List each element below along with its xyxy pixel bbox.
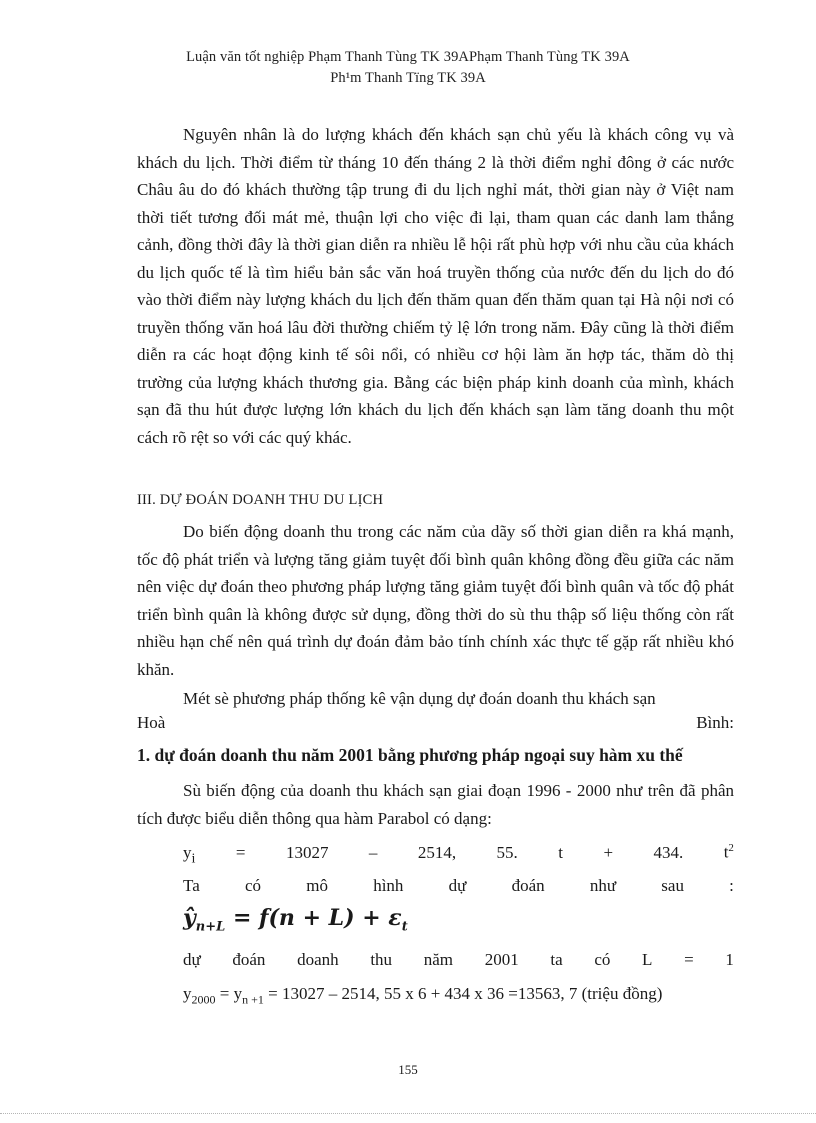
page-header-line-1: Luận văn tốt nghiệp Phạm Thanh Tùng TK 39APhạm Thanh Tùng TK 39A (186, 49, 630, 65)
paragraph-methods (137, 685, 734, 713)
paragraph-causes (137, 121, 734, 451)
hotel-name-line (137, 713, 734, 733)
section-heading: III. DỰ ĐOÁN DOANH THU DU LỊCH (137, 492, 384, 508)
subheading: 1. dự đoán doanh thu năm 2001 bằng phương pháp ngoại suy hàm xu thế (137, 745, 683, 765)
equation-token: $t^2$ (723, 842, 734, 862)
equation-token: – (368, 842, 378, 862)
model-intro-line: Ta có mô hình dự đoán như sau : (183, 876, 734, 895)
equation-token: t (558, 842, 563, 862)
hotel-name-word: Bình: (696, 713, 734, 732)
parabola-equation (183, 842, 734, 867)
paragraph-forecast-intro (137, 518, 734, 683)
equation-token: 13027 (285, 842, 329, 862)
paragraph-text: Nguyên nhân là do lượng khách đến khách sạn chủ yếu là khách công vụ và khách du lịch. Thời điểm từ tháng 10 đến tháng 2 là thời điểm nghỉ đông ở các nước Châu âu do đó khách thường tập trung đi du lịch nghỉ mát, thời gian này ở Việt nam thời tiết tương đối mát mẻ, thuận lợi cho việc đi lại, tham quan các danh lam thắng cảnh, đồng thời đây là thời gian diễn ra nhiều lễ hội rất phù hợp với nhu cầu của khách du lịch quốc tế là tìm hiểu bản sắc văn hoá truyền thống của nước đến du lịch do đó vào thời điểm này lượng khách du lịch đến thăm quan đến thăm quan tại Hà nội nơi có truyền thống văn hoá lâu đời thường chiếm tỷ lệ lớn trong năm. Đây cũng là thời điểm diễn ra các hoạt động kinh tế sôi nổi, có nhiều cơ hội làm ăn hợp tác, thăm dò thị trường của lượng khách thương gia. Bằng các biện pháp kinh doanh của mình, khách sạn đã thu hút được lượng lớn khách du lịch đến khách sạn làm tăng doanh thu một cách rõ rệt so với các quý khác. (137, 125, 734, 447)
equation-token: 55. (496, 842, 518, 862)
forecast-formula: $ŷ_{n+L} = f(n + L) + \varepsilon_t$ (183, 905, 408, 935)
page-number: 155 (398, 1062, 418, 1077)
equation-token: 2514, (417, 842, 457, 862)
paragraph-text: Mét sè phương pháp thống kê vận dụng dự đoán doanh thu khách sạn (183, 689, 656, 708)
equation-token: + (603, 842, 614, 862)
equation-lhs: $y_i$ (183, 842, 196, 867)
equation-token: 434. (653, 842, 684, 862)
forecast-result: $y_{2000} = y_{n +1} = 13027 - 2514$, 55 x 6 + 434 x 36 =13563, 7 (triệu đồng) (183, 984, 663, 1007)
page-header-line-2: Ph¹m Thanh Tïng TK 39A (330, 70, 486, 86)
paragraph-trend (137, 777, 734, 832)
equation-token: = (235, 842, 246, 862)
hotel-name-word: Hoà (137, 713, 166, 732)
paragraph-text: Do biến động doanh thu trong các năm của dãy số thời gian diễn ra khá mạnh, tốc độ phát triển và lượng tăng giảm tuyệt đối bình quân không đồng đều giữa các năm nên việc dự đoán theo phương pháp lượng tăng giảm tuyệt đối bình quân và tốc độ phát triển bình quân là không được sử dụng, đồng thời do sù thu thập số liệu thống còn rất nhiều hạn chế nên quá trình dự đoán đảm bảo tính chính xác thực tế gặp rất nhiều khó khăn. (137, 522, 734, 679)
forecast-year-line: dự đoán doanh thu năm 2001 ta có L = 1 (183, 950, 734, 969)
paragraph-text: Sù biến động của doanh thu khách sạn giai đoạn 1996 - 2000 như trên đã phân tích được biểu diễn thông qua hàm Parabol có dạng: (137, 781, 734, 828)
page-bottom-border (0, 1113, 816, 1114)
